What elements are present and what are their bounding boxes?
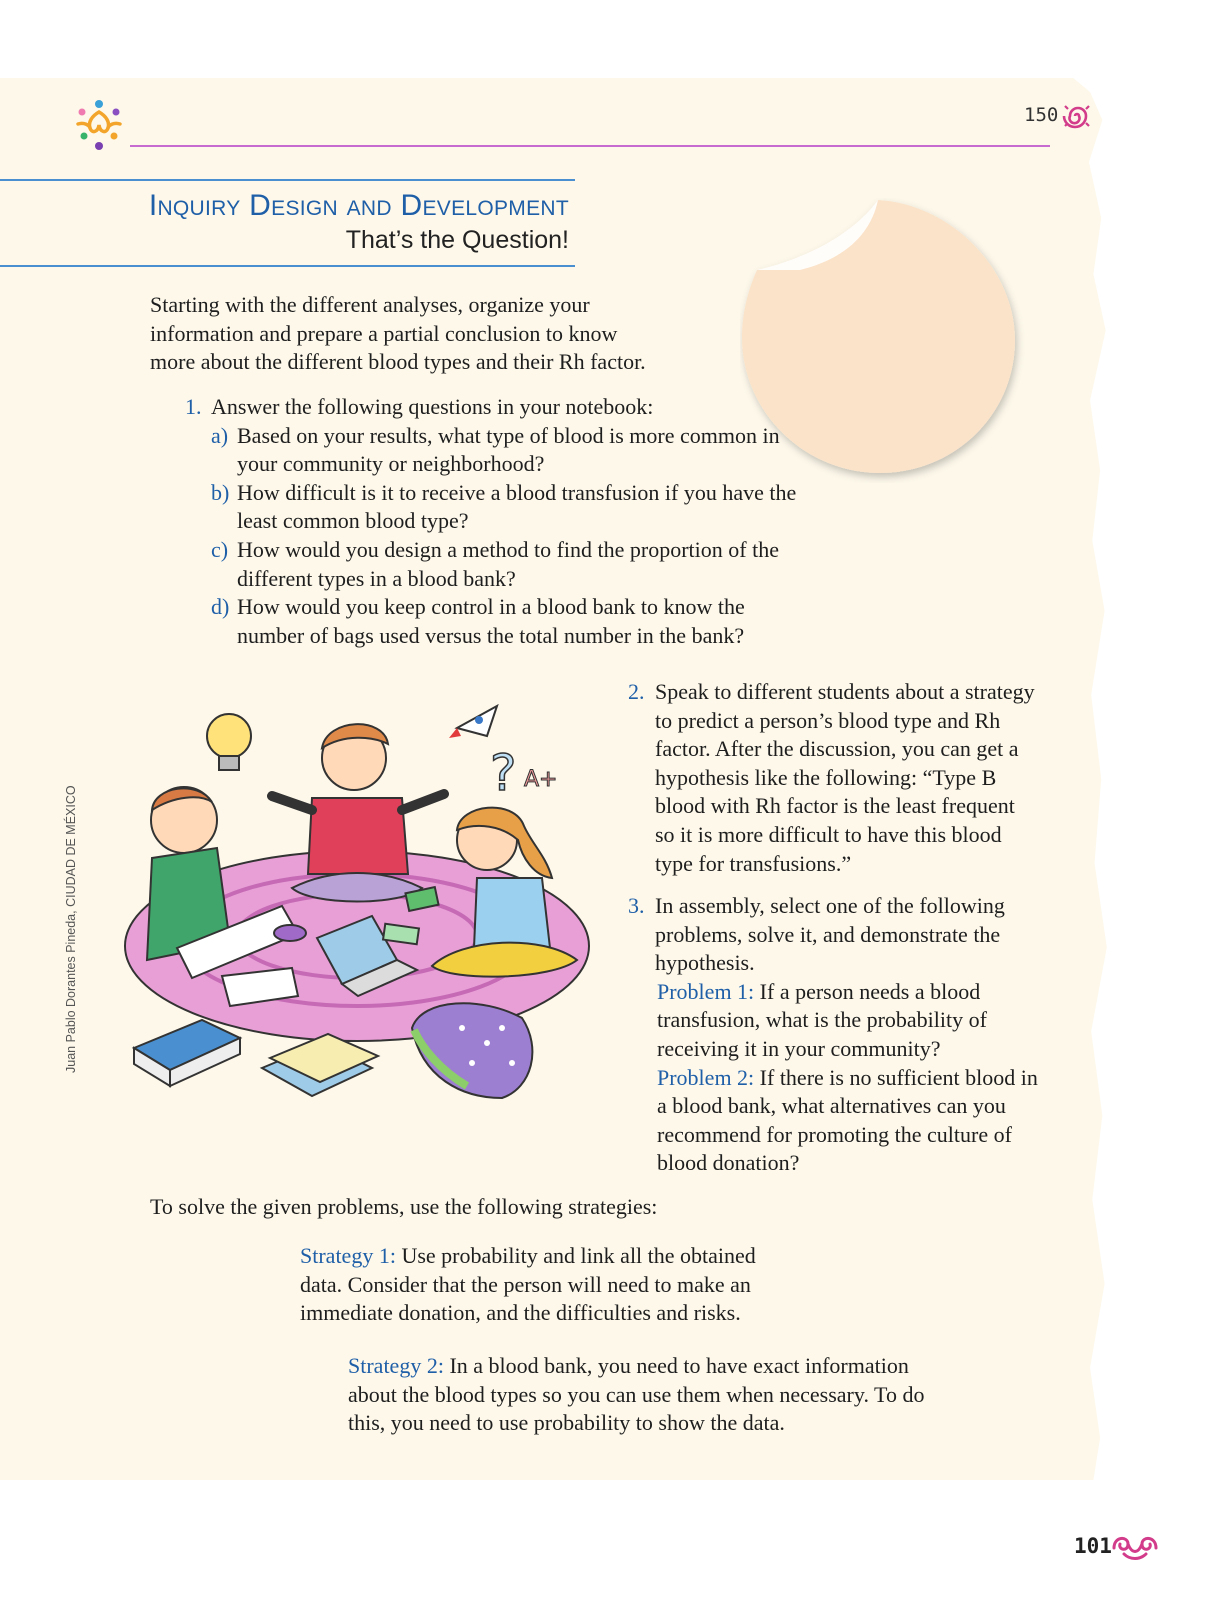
question-mark: ?: [490, 744, 517, 802]
problem-1: Problem 1: If a person needs a blood transfusion, what is the probability of receiving it in your community?: [657, 978, 987, 1061]
ornament-icon: [1110, 1530, 1160, 1560]
question-2: [628, 678, 1038, 878]
list-item: c) How would you design a method to find the proportion of the different types in a blood bank?: [211, 536, 779, 591]
list-item: a) Based on your results, what type of blood is more common in your community or neighborhood?: [211, 422, 780, 477]
header-rule: [130, 145, 1050, 147]
illustration-credit: Juan Pablo Dorantes Pineda, CIUDAD DE MÉXICO: [64, 785, 78, 1073]
question-1: [185, 393, 805, 650]
strategies-intro: To solve the given problems, use the following strategies:: [150, 1194, 658, 1219]
book-icon: [134, 1020, 240, 1086]
question-3-text: In assembly, select one of the following problems, solve it, and demonstrate the hypothesis.: [655, 893, 1005, 976]
students-illustration: [122, 698, 600, 1118]
spiral-ornament-icon: [1062, 101, 1092, 131]
section-title: Inquiry Design and Development: [148, 189, 569, 222]
problem-2: Problem 2: If there is no sufficient blood in a blood bank, what alternatives can you recommend for promoting the culture of blood donation?: [657, 1064, 1038, 1176]
intro-paragraph: Starting with the different analyses, organize your information and prepare a partial conclusion to know more about the different blood types and their Rh factor.: [150, 292, 646, 375]
list-item: d) How would you keep control in a blood bank to know the number of bags used versus the total number in the bank?: [211, 594, 745, 648]
question-1-number: 1.: [185, 394, 202, 419]
flower-logo-icon: [72, 98, 126, 152]
section-title-box: [0, 179, 575, 267]
page-number-top: 150: [1024, 104, 1059, 126]
question-3-number: 3.: [628, 893, 645, 918]
section-subtitle: That’s the Question!: [345, 226, 569, 254]
backpack-icon: [412, 1003, 532, 1098]
page-number-bottom: 101: [1074, 1534, 1112, 1558]
question-1-text: Answer the following questions in your notebook:: [211, 394, 654, 419]
rocket-icon: [449, 706, 497, 738]
lightbulb-icon: [207, 714, 251, 770]
papers-icon: [262, 1034, 378, 1096]
question-3: [628, 892, 1038, 1178]
grade-a-plus: A+: [524, 767, 558, 792]
list-item: b) How difficult is it to receive a blood transfusion if you have the least common blood type?: [211, 479, 797, 534]
question-2-text: Speak to different students about a strategy to predict a person’s blood type and Rh factor. After the discussion, you can get a hypothesis like the following: “Type B blood with Rh factor is the least frequent so it is more difficult to have this blood type for transfusions.”: [655, 679, 1035, 876]
strategy-2: Strategy 2: In a blood bank, you need to have exact information about the blood types so you can use them when necessary. To do this, you need to use probability to show the data.: [348, 1353, 925, 1436]
strategy-1: Strategy 1: Use probability and link all the obtained data. Consider that the person will need to make an immediate donation, and the difficulties and risks.: [300, 1243, 756, 1326]
question-2-number: 2.: [628, 679, 645, 704]
